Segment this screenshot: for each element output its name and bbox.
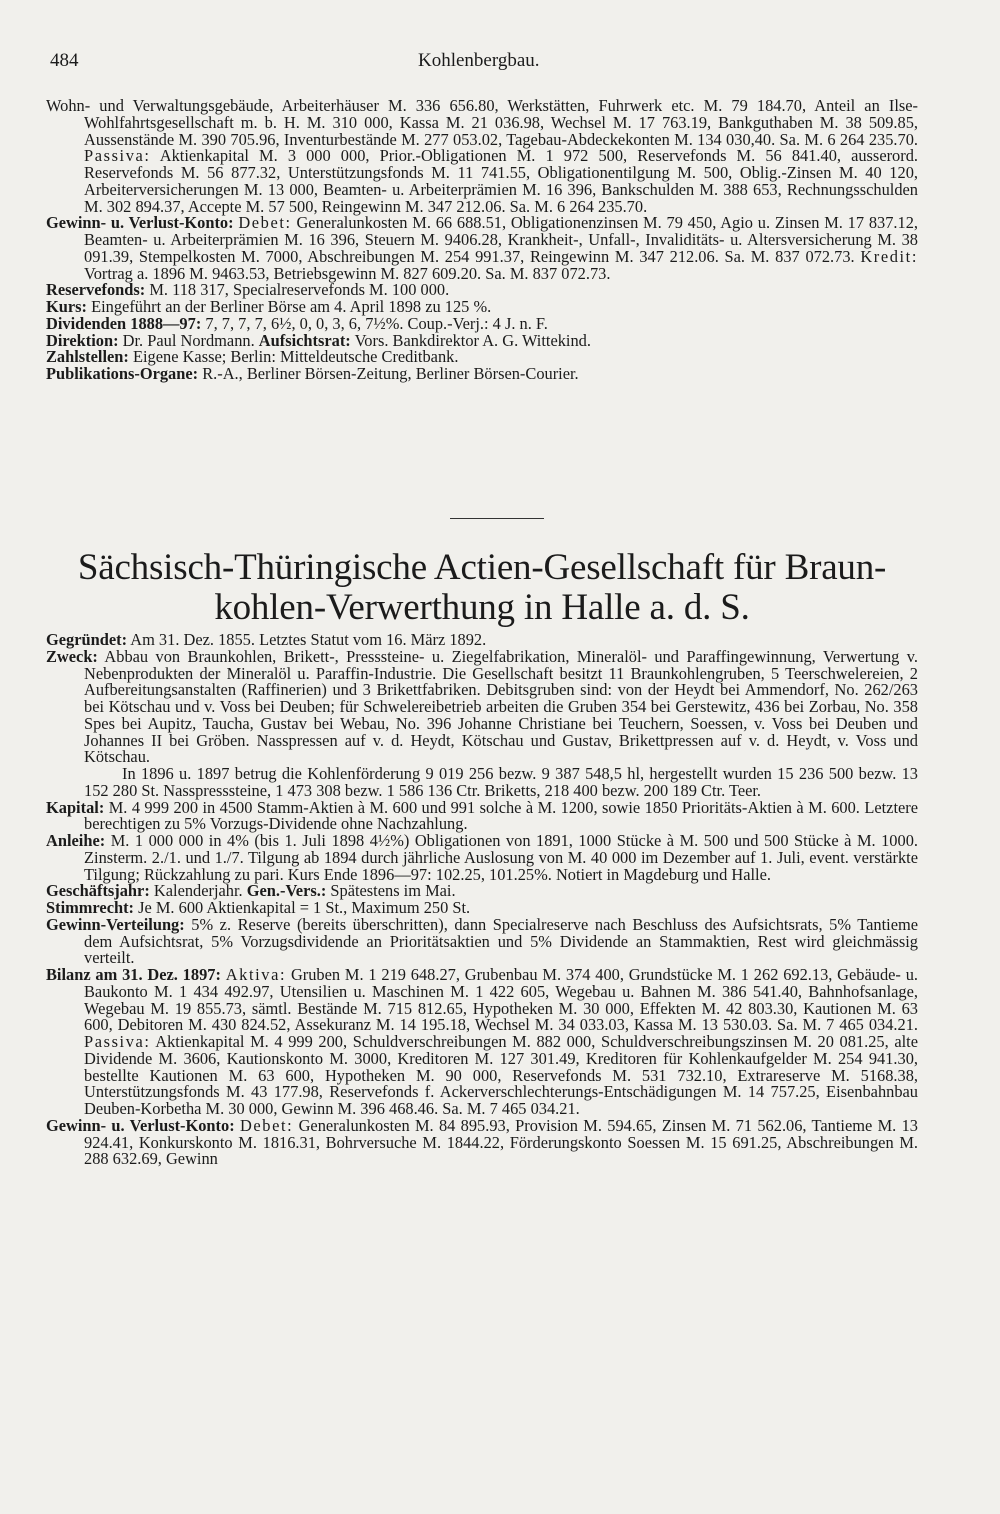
company-title-line-1: Sächsisch-Thüringische Actien-Gesellschaft für Braun- bbox=[77, 547, 887, 588]
guv-entry bbox=[46, 215, 918, 282]
running-title: Kohlenbergbau. bbox=[418, 50, 540, 71]
reservefonds-label: Reservefonds: bbox=[46, 280, 146, 300]
debet-text: Generalunkosten M. 84 895.93, Provision M. 594.65, Zinsen M. 71 562.06, Tantieme M. 13 924.41, Konkurskonto M. 1816.31, Bohrversuche M. 1844.22, Förderungskonto Soessen M. 15 691.25, Abschreibungen M. 288 632.69, Gewinn bbox=[84, 1115, 918, 1169]
section-divider bbox=[450, 518, 544, 519]
debet-label: Debet: bbox=[239, 1115, 294, 1135]
direktion-text: Dr. Paul Nordmann. bbox=[122, 330, 255, 350]
kredit-text: Vortrag a. 1896 M. 9463.53, Betriebsgewinn M. 827 609.20. Sa. M. 837 072.73. bbox=[84, 263, 611, 283]
bilanz-entry bbox=[46, 967, 918, 1118]
gen-vers-text: Spätestens im Mai. bbox=[330, 881, 456, 901]
zahlstellen-label: Zahlstellen: bbox=[46, 347, 129, 367]
aktiva-text: Gruben M. 1 219 648.27, Grubenbau M. 374 400, Grundstücke M. 1 262 692.13, Gebäude- u. Baukonto M. 1 434 492.97, Utensilien u. Maschinen M. 1 422 605, Wegebau u. Bahnen M. 386 541.40, Bahnhofsanlage, Wegebau M. 19 855.73, sämtl. Bestände M. 715 812.65, Hypotheken M. 30 000, Effekten M. 42 803.30, Kautionen M. 63 600, Debitoren M. 430 824.52, Assekuranz M. 14 195.18, Wechsel M. 34 033.03, Kassa M. 13 530.03. Sa. M. 7 465 034.21. bbox=[84, 965, 918, 1035]
publikationen-label: Publikations-Organe: bbox=[46, 364, 199, 383]
zweck-entry bbox=[46, 646, 918, 767]
gewinn-verteilung-text: 5% z. Reserve (bereits überschritten), dann Specialreserve nach Beschluss des Aufsichtsrats, 5% Tantieme dem Aufsichtsrat, 5% Vorzugsdividende an Prioritätsaktien und 5% Dividende an Stammaktien, Rest wird gleichmässig verteilt. bbox=[84, 914, 918, 968]
kurs-label: Kurs: bbox=[46, 297, 87, 316]
guv-entry bbox=[46, 1115, 918, 1169]
gen-vers-label: Gen.-Vers.: bbox=[246, 881, 327, 901]
kapital-entry bbox=[46, 797, 919, 834]
kredit-label: Kredit: bbox=[860, 246, 918, 266]
anleihe-text: M. 1 000 000 in 4% (bis 1. Juli 1898 4½%) Obligationen von 1891, 1000 Stücke à M. 500 und 500 Stücke à M. 1000. Zinsterm. 2./1. und 1./7. Tilgung ab 1894 durch jährliche Auslosung von M. 40 000 im Dezember auf 1. Juli, event. verstärkte Tilgung; Rückzahlung zu pari. Kurs Ende 1896—97: 102.25, 101.25%. Notiert in Magdeburg und Halle. bbox=[84, 831, 918, 884]
kapital-text: M. 4 999 200 in 4500 Stamm-Aktien à M. 600 und 991 solche à M. 1200, sowie 1850 Prioritäts-Aktien à M. 600. Letztere berechtigen zu 5% Vorzugs-Dividende ohne Nachzahlung. bbox=[84, 797, 919, 834]
zweck-paragraph-2: In 1896 u. 1897 betrug die Kohlenförderung 9 019 256 bezw. 9 387 548,5 hl, hergestellt wurden 15 236 500 bezw. 13 152 280 St. Nasspresssteine, 1 473 308 bezw. 1 586 136 Ctr. Briketts, 218 400 bezw. 200 189 Ctr. Teer. bbox=[84, 764, 918, 800]
guv-label: Gewinn- u. Verlust-Konto: bbox=[46, 1115, 235, 1135]
geschaeftsjahr-text: Kalenderjahr. bbox=[153, 881, 243, 901]
gegruendet-label: Gegründet: bbox=[46, 630, 128, 649]
zweck-text: Abbau von Braunkohlen, Brikett-, Presssteine- u. Ziegelfabrikation, Mineralöl- und Paraffingewinnung, Verwertung v. Nebenprodukten der Mineralöl u. Paraffin-Industrie. Die Gesellschaft besitzt 11 Braunkohlengruben, 5 Teerschwelereien, 2 Aufbereitungsanstalten (Raffinerien) und 3 Brikettfabriken. Debitsgruben sind: von der Heydt bei Ammendorf, No. 262/263 bei Kötschau und v. Voss bei Deuben; für Schwelereibetrieb arbeiten die Gruben 354 bei Gerstewitz, 436 bei Zorbau, No. 358 Spes bei Aupitz, Taucha, Gustav bei Webau, No. 396 Johanne Christiane bei Teuchern, Soessen, v. Voss bei Deuben und Johannes II bei Gröben. Nasspressen auf v. d. Heydt, Kötschau und Gustav, Brikettpressen auf v. d. Heydt, v. Voss und Kötschau. bbox=[84, 646, 918, 767]
debet-text: Generalunkosten M. 66 688.51, Obligationenzinsen M. 79 450, Agio u. Zinsen M. 17 837.12, Beamten- u. Arbeiterprämien M. 16 396, Steuern M. 9406.28, Krankheit-, Unfall-, Invaliditäts- u. Altersversicherung M. 38 091.39, Stempelkosten M. 7000, Abschreibungen M. 254 991.37, Reingewinn M. 347 212.06. Sa. M. 837 072.73. bbox=[84, 213, 918, 266]
debet-label: Debet: bbox=[238, 213, 292, 233]
publikationen-text: R.-A., Berliner Börsen-Zeitung, Berliner Börsen-Courier. bbox=[202, 364, 579, 383]
geschaeftsjahr-label: Geschäftsjahr: bbox=[46, 881, 150, 901]
gewinn-verteilung-entry bbox=[46, 914, 918, 968]
previous-entry-continuation bbox=[46, 98, 918, 383]
stimmrecht-text: Je M. 600 Aktienkapital = 1 St., Maximum 250 St. bbox=[138, 898, 471, 917]
passiva-label: Passiva: bbox=[84, 146, 151, 166]
company-title bbox=[46, 548, 918, 628]
zweck-label: Zweck: bbox=[46, 646, 98, 666]
passiva-text: Aktienkapital M. 3 000 000, Prior.-Obligationen M. 1 972 500, Reservefonds M. 56 841.40, ausserord. Reservefonds M. 56 877.32, Unterstützungsfonds M. 11 741.55, Obligationentilgung M. 500, Oblig.-Zinsen M. 40 120, Arbeiterversicherungen M. 13 000, Beamten- u. Arbeiterprämien M. 16 396, Bankschulden M. 388 653, Rechnungsschulden M. 302 894.37, Accepte M. 57 500, Reingewinn M. 347 212.06. Sa. M. 6 264 235.70. bbox=[84, 146, 918, 216]
page-number: 484 bbox=[50, 50, 79, 71]
kurs-text: Eingeführt an der Berliner Börse am 4. April 1898 zu 125 %. bbox=[91, 297, 492, 316]
kapital-label: Kapital: bbox=[46, 797, 105, 817]
passiva-label: Passiva: bbox=[84, 1032, 151, 1051]
aktiva-label: Aktiva: bbox=[225, 965, 287, 984]
gewinn-verteilung-label: Gewinn-Verteilung: bbox=[46, 914, 185, 934]
guv-label: Gewinn- u. Verlust-Konto: bbox=[46, 213, 234, 233]
anleihe-label: Anleihe: bbox=[46, 831, 106, 850]
company-entry bbox=[46, 632, 918, 1168]
zahlstellen-text: Eigene Kasse; Berlin: Mitteldeutsche Creditbank. bbox=[132, 347, 459, 367]
reservefonds-text: M. 118 317, Specialreservefonds M. 100 000. bbox=[149, 280, 450, 300]
aufsichtsrat-text: Vors. Bankdirektor A. G. Wittekind. bbox=[354, 330, 591, 350]
passiva-text: Aktienkapital M. 4 999 200, Schuldverschreibungen M. 882 000, Schuldverschreibungszinsen M. 20 081.25, alte Dividende M. 3606, Kautionskonto M. 3000, Kreditoren M. 127 301.49, Kreditoren für Kohlenkaufgelder M. 254 941.30, bestellte Kautionen M. 63 600, Hypotheken M. 90 000, Reservefonds M. 531 732.10, Extrareserve M. 5168.38, Unterstützungsfonds M. 43 177.98, Reservefonds f. Ackerverschlechterungs-Entschädigungen M. 14 757.25, Eisenbahnbau Deuben-Korbetha M. 30 000, Gewinn M. 396 468.46. Sa. M. 7 465 034.21. bbox=[84, 1032, 918, 1118]
bilanz-label: Bilanz am 31. Dez. 1897: bbox=[46, 965, 221, 984]
dividenden-label: Dividenden 1888—97: bbox=[46, 313, 202, 333]
publikationen-entry bbox=[46, 366, 918, 383]
page-header bbox=[50, 50, 950, 74]
aufsichtsrat-label: Aufsichtsrat: bbox=[258, 330, 351, 350]
dividenden-text: 7, 7, 7, 7, 6½, 0, 0, 3, 6, 7½%. Coup.-Verj.: 4 J. n. F. bbox=[205, 313, 548, 333]
company-title-line-2: kohlen-Verwerthung in Halle a. d. S. bbox=[214, 587, 750, 628]
gegruendet-text: Am 31. Dez. 1855. Letztes Statut vom 16. März 1892. bbox=[130, 630, 487, 649]
anleihe-entry bbox=[46, 833, 918, 883]
bilanz-continuation: Wohn- und Verwaltungsgebäude, Arbeiterhäuser M. 336 656.80, Werkstätten, Fuhrwerk etc. M. 79 184.70, Anteil an Ilse-Wohlfahrtsgesellschaft m. b. H. M. 310 000, Kassa M. 21 036.98, Wechsel M. 17 763.19, Bankguthaben M. 38 509.85, Aussenstände M. 390 705.96, Inventurbestände M. 277 053.02, Tagebau-Abdeckekonten M. 134 030,40. Sa. M. 6 264 235.70. Passiva: Aktienkapital M. 3 000 000, Prior.-Obligationen M. 1 972 500, Reservefonds M. 56 841.40, ausserord. Reservefonds M. 56 877.32, Unterstützungsfonds M. 11 741.55, Obligationentilgung M. 500, Oblig.-Zinsen M. 40 120, Arbeiterversicherungen M. 13 000, Beamten- u. Arbeiterprämien M. 16 396, Bankschulden M. 388 653, Rechnungsschulden M. 302 894.37, Accepte M. 57 500, Reingewinn M. 347 212.06. Sa. M. 6 264 235.70. bbox=[46, 96, 918, 216]
stimmrecht-label: Stimmrecht: bbox=[46, 898, 134, 917]
direktion-label: Direktion: bbox=[46, 330, 119, 350]
